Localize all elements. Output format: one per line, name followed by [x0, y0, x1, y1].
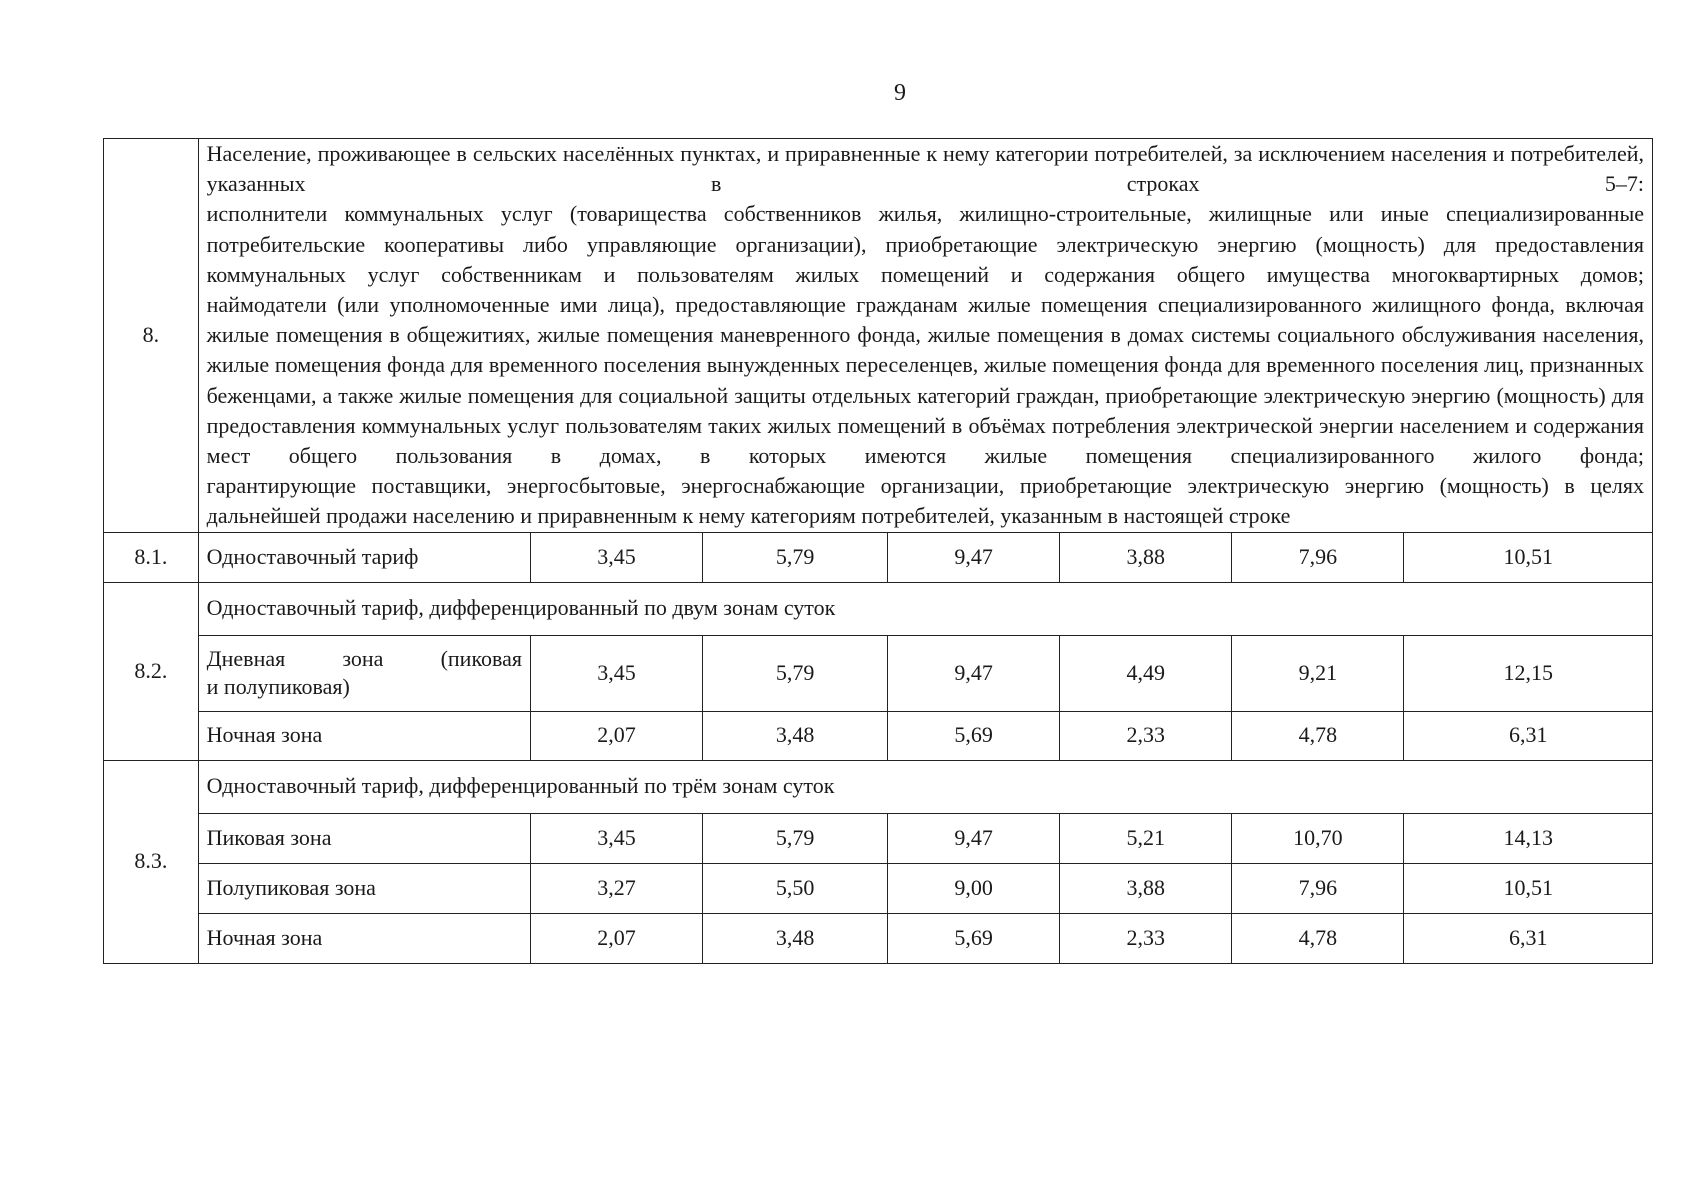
tariff-value: 2,07: [531, 711, 703, 760]
tariff-value: 5,79: [703, 813, 888, 863]
tariff-value: 3,45: [531, 635, 703, 711]
tariff-value: 10,51: [1404, 863, 1653, 913]
tariff-value: 5,21: [1060, 813, 1232, 863]
tariff-value: 3,88: [1060, 863, 1232, 913]
tariff-value: 9,47: [888, 532, 1060, 582]
tariff-value: 10,70: [1232, 813, 1404, 863]
consumer-category-description: [198, 139, 1652, 533]
tariff-value: 4,49: [1060, 635, 1232, 711]
tariff-label-line: и полупиковая): [206, 674, 350, 700]
table-row: [104, 711, 1653, 760]
table-row: [104, 863, 1653, 913]
description-paragraph: гарантирующие поставщики, энергосбытовые, энергоснабжающие организации, приобретающие электрическую энергию (мощность) в целях дальнейшей продажи населению и приравненным к нему категориям потребителей, указанным в настоящей строке: [206, 473, 1644, 529]
tariff-value: 5,69: [888, 711, 1060, 760]
tariff-label: Ночная зона: [198, 913, 530, 963]
tariff-table: [103, 138, 1653, 964]
description-paragraph: наймодатели (или уполномоченные ими лица), предоставляющие гражданам жилые помещения специализированного жилищного фонда, включая жилые помещения в общежитиях, жилые помещения маневренного фонда, жилые помещения в домах системы социального обслуживания населения, жилые помещения фонда для временного поселения вынужденных переселенцев, жилые помещения фонда для временного поселения лиц, признанных беженцами, а также жилые помещения для социальной защиты отдельных категорий граждан, приобретающие электрическую энергию (мощность) для предоставления коммунальных услуг пользователям таких жилых помещений в объёмах потребления электрической энергии населением и содержания мест общего пользования в домах, в которых имеются жилые помещения специализированного жилого фонда;: [206, 292, 1644, 469]
row-number: 8.1.: [104, 532, 199, 582]
tariff-value: 5,79: [703, 635, 888, 711]
table-row: [104, 813, 1653, 863]
row-number: 8.3.: [104, 760, 199, 963]
tariff-label: Пиковая зона: [198, 813, 530, 863]
row-8-1: [104, 532, 1653, 582]
row-8-3-heading: [104, 760, 1653, 813]
row-number: 8.2.: [104, 582, 199, 760]
tariff-value: 3,45: [531, 532, 703, 582]
tariff-value: 9,47: [888, 635, 1060, 711]
tariff-label: [198, 635, 530, 711]
tariff-label: Ночная зона: [198, 711, 530, 760]
tariff-value: 6,31: [1404, 913, 1653, 963]
tariff-value: 5,50: [703, 863, 888, 913]
page-number: 9: [894, 80, 906, 106]
table-row: [104, 913, 1653, 963]
row-number: 8.: [104, 139, 199, 533]
tariff-label-line: Дневная зона (пиковая: [206, 646, 522, 672]
tariff-value: 3,48: [703, 913, 888, 963]
tariff-value: 7,96: [1232, 863, 1404, 913]
tariff-value: 2,07: [531, 913, 703, 963]
tariff-value: 5,79: [703, 532, 888, 582]
tariff-value: 9,21: [1232, 635, 1404, 711]
row-8-2-heading: [104, 582, 1653, 635]
tariff-value: 3,27: [531, 863, 703, 913]
tariff-value: 3,48: [703, 711, 888, 760]
tariff-label: Одноставочный тариф: [198, 532, 530, 582]
tariff-value: 9,47: [888, 813, 1060, 863]
tariff-value: 10,51: [1404, 532, 1653, 582]
description-paragraph: Население, проживающее в сельских населённых пунктах, и приравненные к нему категории потребителей, за исключением населения и потребителей, указанных в строках 5–7:: [206, 141, 1644, 197]
tariff-value: 4,78: [1232, 913, 1404, 963]
table-row: [104, 635, 1653, 711]
row-8: [104, 139, 1653, 533]
tariff-value: 3,45: [531, 813, 703, 863]
tariff-subheading: Одноставочный тариф, дифференцированный по трём зонам суток: [198, 760, 1652, 813]
tariff-value: 9,00: [888, 863, 1060, 913]
tariff-value: 12,15: [1404, 635, 1653, 711]
tariff-value: 6,31: [1404, 711, 1653, 760]
tariff-label: Полупиковая зона: [198, 863, 530, 913]
tariff-value: 2,33: [1060, 711, 1232, 760]
tariff-value: 14,13: [1404, 813, 1653, 863]
tariff-value: 4,78: [1232, 711, 1404, 760]
tariff-value: 7,96: [1232, 532, 1404, 582]
description-paragraph: исполнители коммунальных услуг (товарищества собственников жилья, жилищно-строительные, жилищные или иные специализированные потребительские кооперативы либо управляющие организации), приобретающие электрическую энергию (мощность) для предоставления коммунальных услуг собственникам и пользователям жилых помещений и содержания общего имущества многоквартирных домов;: [206, 201, 1644, 287]
tariff-value: 2,33: [1060, 913, 1232, 963]
tariff-value: 3,88: [1060, 532, 1232, 582]
tariff-subheading: Одноставочный тариф, дифференцированный по двум зонам суток: [198, 582, 1652, 635]
tariff-value: 5,69: [888, 913, 1060, 963]
